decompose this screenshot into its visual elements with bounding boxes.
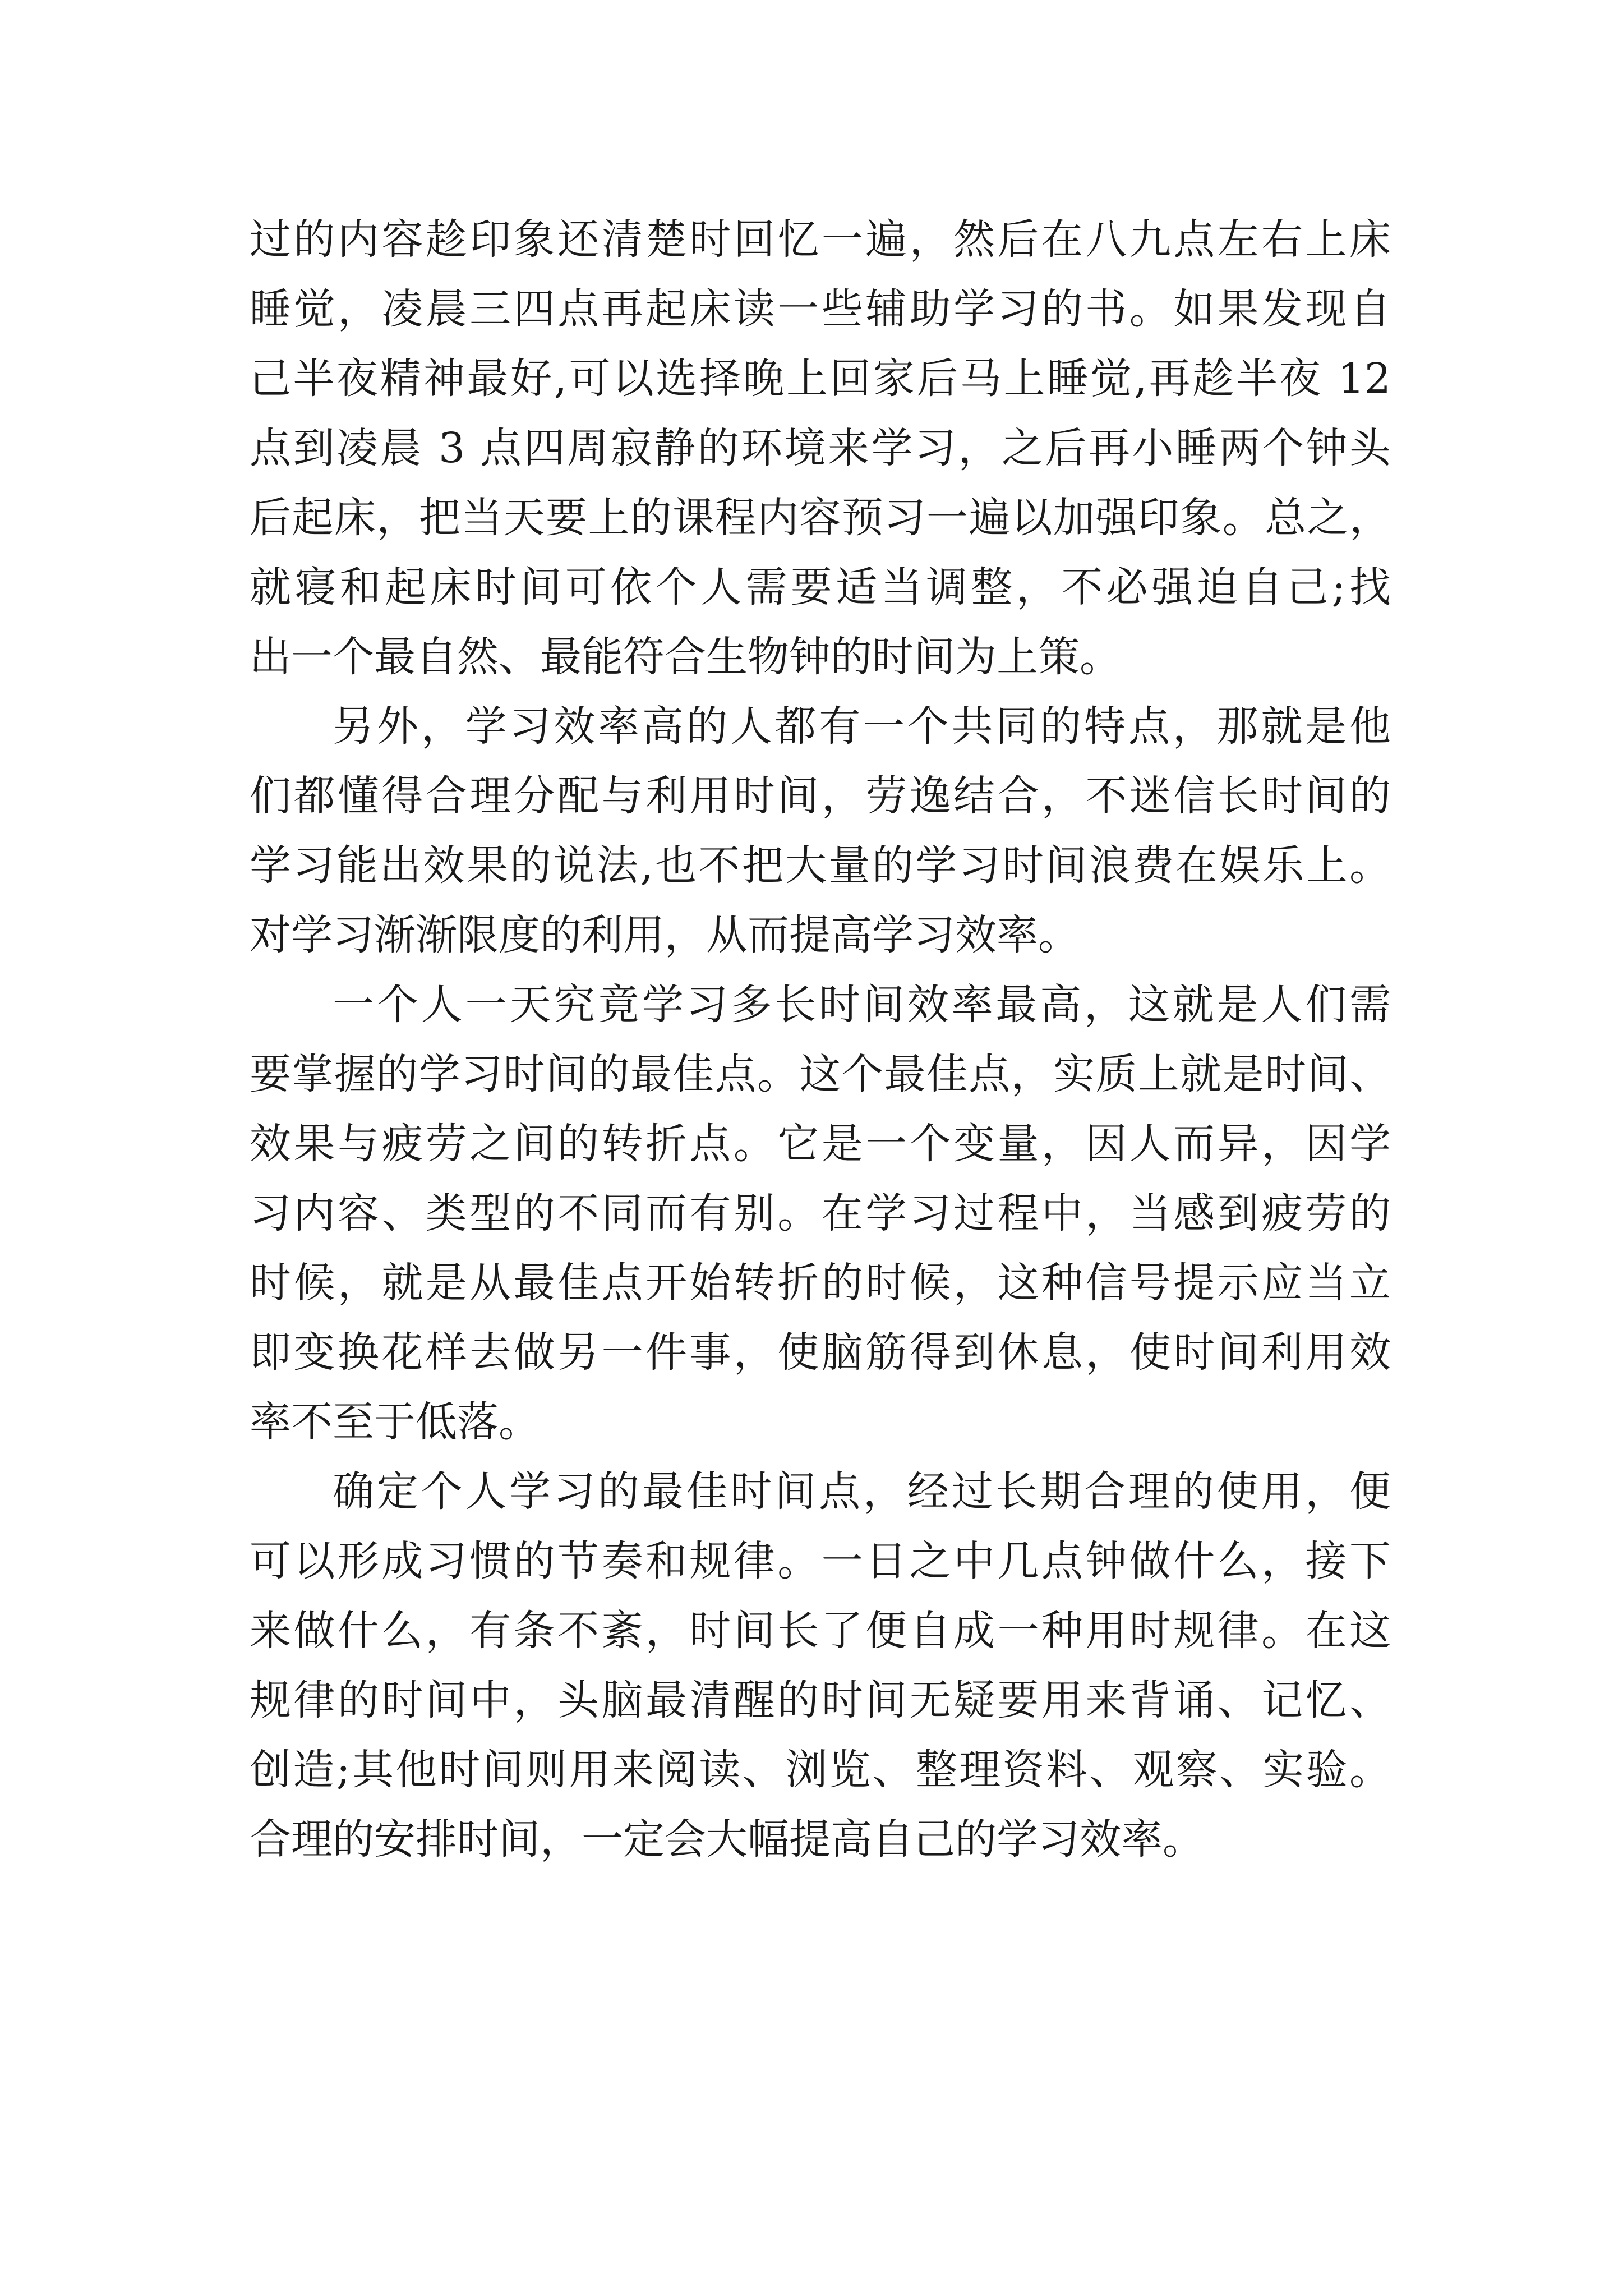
text-line: 可以形成习惯的节奏和规律。一日之中几点钟做什么，接下 [250,1537,1391,1585]
text-line: 睡觉，凌晨三四点再起床读一些辅助学习的书。如果发现自 [250,285,1391,333]
text-line: 创造;其他时间则用来阅读、浏览、整理资料、观察、实验。 [250,1746,1391,1794]
text-line: 规律的时间中，头脑最清醒的时间无疑要用来背诵、记忆、 [250,1676,1391,1724]
text-line: 效果与疲劳之间的转折点。它是一个变量，因人而异，因学 [250,1120,1391,1168]
text-line: 过的内容趁印象还清楚时回忆一遍，然后在八九点左右上床 [250,215,1391,264]
text-line: 对学习渐渐限度的利用，从而提高学习效率。 [250,911,1080,959]
text-line: 就寝和起床时间可依个人需要适当调整，不必强迫自己;找 [250,563,1391,611]
text-line: 时候，就是从最佳点开始转折的时候，这种信号提示应当立 [250,1259,1391,1307]
text-line: 确定个人学习的最佳时间点，经过长期合理的使用，便 [333,1467,1391,1516]
paragraph-3 [250,970,1391,1457]
text-line: 率不至于低落。 [250,1398,540,1446]
text-line: 习内容、类型的不同而有别。在学习过程中，当感到疲劳的 [250,1189,1391,1237]
text-line: 即变换花样去做另一件事，使脑筋得到休息，使时间利用效 [250,1328,1391,1377]
text-line: 来做什么，有条不紊，时间长了便自成一种用时规律。在这 [250,1607,1391,1655]
text-line: 出一个最自然、最能符合生物钟的时间为上策。 [250,633,1121,681]
body-text [250,205,1391,1874]
paragraph-2 [250,692,1391,970]
text-line: 一个人一天究竟学习多长时间效率最高，这就是人们需 [333,981,1391,1029]
paragraph-4 [250,1457,1391,1874]
text-line: 们都懂得合理分配与利用时间，劳逸结合，不迷信长时间的 [250,772,1391,820]
text-line: 另外，学习效率高的人都有一个共同的特点，那就是他 [333,702,1391,751]
text-line: 己半夜精神最好,可以选择晚上回家后马上睡觉,再趁半夜 12 [250,355,1391,403]
text-line: 点到凌晨 3 点四周寂静的环境来学习，之后再小睡两个钟头 [250,424,1391,472]
text-line: 合理的安排时间，一定会大幅提高自己的学习效率。 [250,1815,1204,1864]
paragraph-1 [250,205,1391,692]
text-line: 要掌握的学习时间的最佳点。这个最佳点，实质上就是时间、 [250,1050,1391,1098]
text-line: 后起床，把当天要上的课程内容预习一遍以加强印象。总之， [250,494,1391,542]
text-line: 学习能出效果的说法,也不把大量的学习时间浪费在娱乐上。 [250,841,1391,890]
